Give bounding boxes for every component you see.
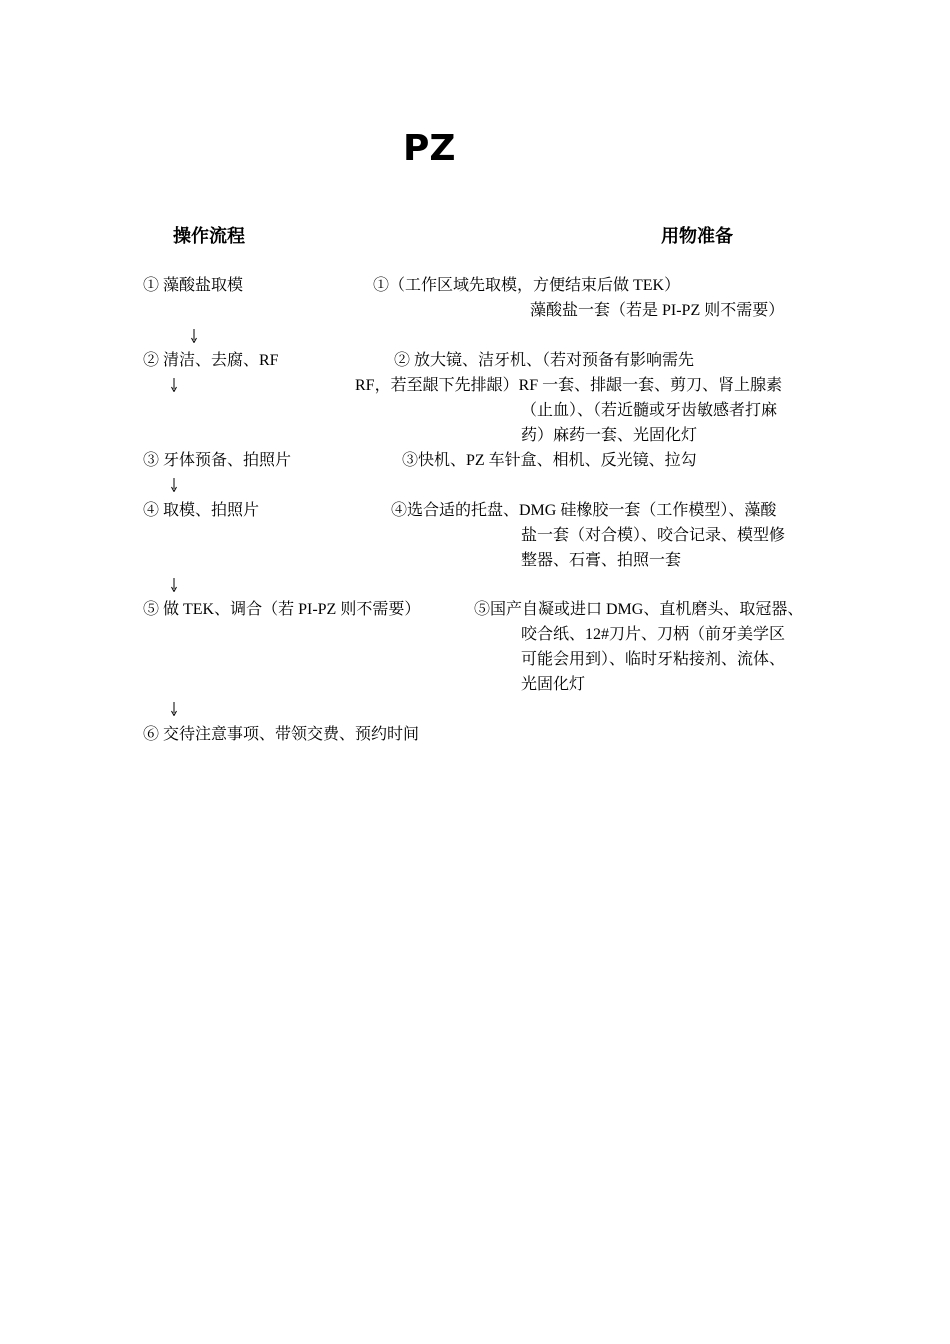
supplies-heading: 用物准备 — [661, 226, 733, 247]
document-title: PZ — [403, 128, 456, 169]
procedure-step-1: ① 藻酸盐取模 — [143, 277, 244, 294]
procedure-step-2: ② 清洁、去腐、RF — [143, 352, 279, 369]
supply-5-line-2: 咬合纸、12#刀片、刀柄（前牙美学区 — [521, 626, 786, 643]
supply-2-line-3: （止血）、（若近髓或牙齿敏感者打麻 — [521, 402, 778, 419]
supply-4-line-3: 整器、石膏、拍照一套 — [521, 552, 682, 569]
procedure-step-5: ⑤ 做 TEK、调合（若 PI-PZ 则不需要） — [143, 601, 421, 618]
supply-1-line-2: 藻酸盐一套（若是 PI-PZ 则不需要） — [530, 302, 785, 319]
procedure-step-4: ④ 取模、拍照片 — [143, 502, 260, 519]
flow-arrow-down-icon — [171, 578, 177, 592]
flow-arrow-down-icon — [171, 378, 177, 392]
procedure-step-6: ⑥ 交待注意事项、带领交费、预约时间 — [143, 726, 420, 743]
supply-5-line-1: ⑤国产自凝或进口 DMG、直机磨头、取冠器、 — [474, 601, 804, 618]
procedure-step-3: ③ 牙体预备、拍照片 — [143, 452, 292, 469]
supply-5-line-4: 光固化灯 — [521, 676, 586, 693]
supply-4-line-2: 盐一套（对合模）、咬合记录、模型修 — [521, 527, 786, 544]
supply-2-line-2: RF，若至龈下先排龈）RF 一套、排龈一套、剪刀、肾上腺素 — [355, 377, 783, 394]
supply-5-line-3: 可能会用到）、临时牙粘接剂、流体、 — [521, 651, 786, 668]
supply-4-line-1: ④选合适的托盘、DMG 硅橡胶一套（工作模型）、藻酸 — [391, 502, 777, 519]
supply-2-line-1: ② 放大镜、洁牙机、（若对预备有影响需先 — [394, 352, 695, 369]
flow-arrow-down-icon — [191, 329, 197, 343]
flow-arrow-down-icon — [171, 702, 177, 716]
supply-2-line-4: 药）麻药一套、光固化灯 — [521, 427, 698, 444]
supply-3-line-1: ③快机、PZ 车针盒、相机、反光镜、拉勾 — [402, 452, 697, 469]
flow-arrow-down-icon — [171, 478, 177, 492]
procedure-heading: 操作流程 — [173, 226, 245, 247]
supply-1-line-1: ①（工作区域先取模，方便结束后做 TEK） — [373, 277, 681, 294]
